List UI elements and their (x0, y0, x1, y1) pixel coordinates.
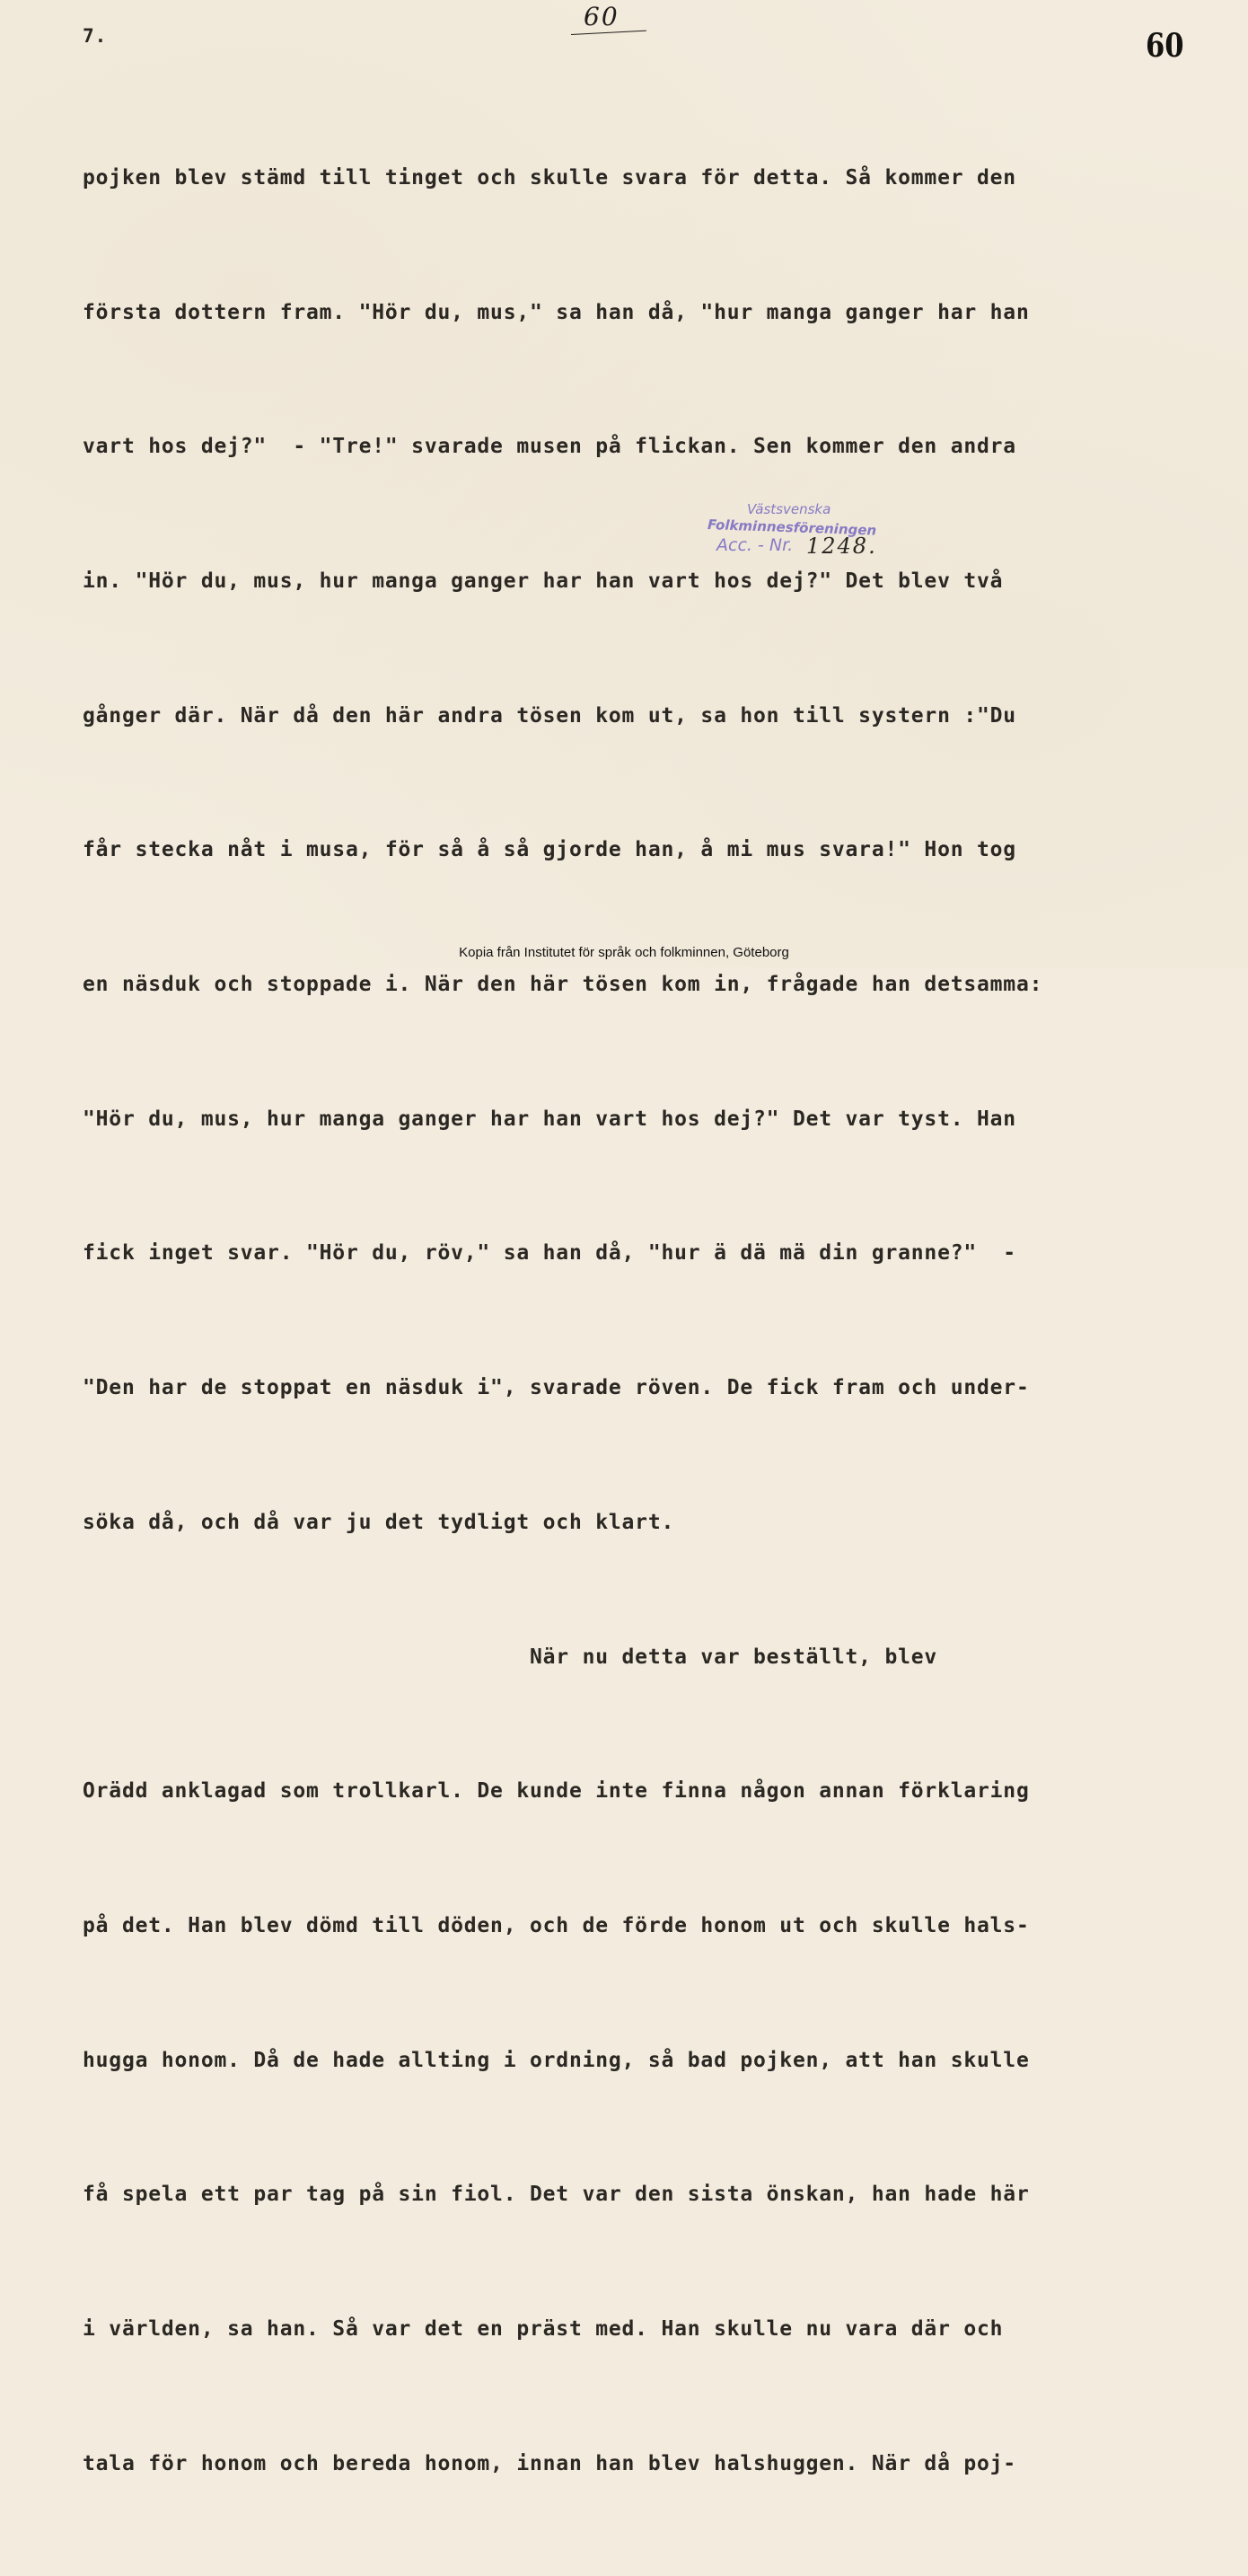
typed-page-number: 7. (83, 25, 108, 47)
text-line: vart hos dej?" - "Tre!" svarade musen på flickan. Sen kommer den andra (83, 435, 1016, 459)
handwritten-page-number: 60 (584, 2, 620, 31)
text-line: tala för honom och bereda honom, innan han blev halshuggen. När då poj- (83, 2451, 1016, 2475)
text-line: pojken blev stämd till tinget och skulle svara för detta. Så kommer den (83, 165, 1016, 190)
typed-body-text (83, 66, 1079, 2576)
text-line: "Den har de stoppat en näsduk i", svarade röven. De fick fram och under- (83, 1376, 1030, 1400)
stamp-organization-line1: Västsvenska (747, 501, 831, 517)
stamp-accession-number: 1248. (806, 534, 877, 559)
text-line: första dottern fram. "Hör du, mus," sa han då, "hur manga ganger har han (83, 300, 1030, 324)
text-line: När nu detta var beställt, blev (83, 1645, 938, 1669)
text-line: få spela ett par tag på sin fiol. Det var den sista önskan, han hade här (83, 2183, 1030, 2207)
text-line: i världen, sa han. Så var det en präst med. Han skulle nu vara där och (83, 2317, 1004, 2342)
text-line: fick inget svar. "Hör du, röv," sa han då, "hur ä dä mä din granne?" - (83, 1241, 1016, 1266)
text-line: in. "Hör du, mus, hur manga ganger har han vart hos dej?" Det blev två (83, 569, 1004, 593)
text-line: gånger där. När då den här andra tösen kom ut, sa hon till systern :"Du (83, 703, 1016, 728)
text-line: söka då, och då var ju det tydligt och klart. (83, 1510, 675, 1534)
text-line: "Hör du, mus, hur manga ganger har han vart hos dej?" Det var tyst. Han (83, 1107, 1016, 1131)
stamp-accession-label: Acc. - Nr. (716, 535, 794, 555)
stamp-organization-line2: Folkminnesföreningen (707, 516, 877, 539)
text-line: på det. Han blev dömd till döden, och de förde honom ut och skulle hals- (83, 1913, 1030, 1937)
footer-caption: Kopia från Institutet för språk och folkminnen, Göteborg (459, 945, 789, 960)
text-line: en näsduk och stoppade i. När den här tösen kom in, frågade han detsamma: (83, 973, 1043, 997)
text-line: Orädd anklagad som trollkarl. De kunde inte finna någon annan förklaring (83, 1779, 1030, 1804)
text-line: får stecka nåt i musa, för så å så gjorde han, å mi mus svara!" Hon tog (83, 838, 1016, 862)
text-line: hugga honom. Då de hade allting i ordning, så bad pojken, att han skulle (83, 2048, 1030, 2072)
archive-stamp (700, 501, 898, 564)
stamped-page-number: 60 (1146, 27, 1184, 65)
